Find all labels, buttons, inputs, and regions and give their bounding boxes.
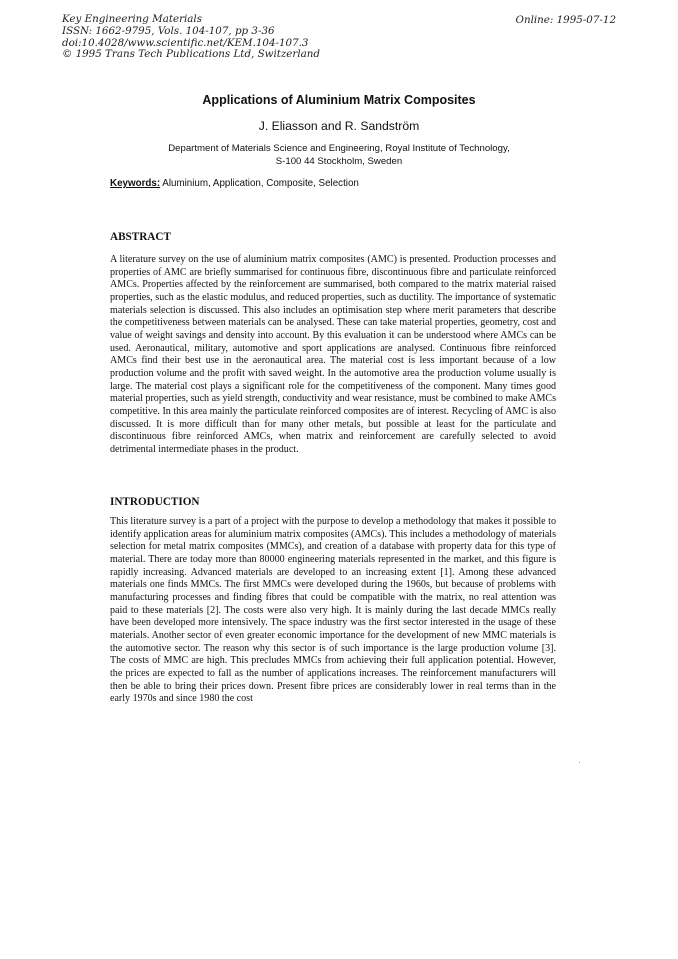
affiliation-line-1: Department of Materials Science and Engineering, Royal Institute of Technology, xyxy=(168,143,510,154)
keywords-label: Keywords: xyxy=(110,178,161,189)
introduction-body: This literature survey is a part of a project with the purpose to develop a methodology that makes it possible to identify application areas for aluminium matrix composites (AMCs). This includes a methodology of materials selection for metal matrix composites (MMCs), and creation of a database with property data for this type of material. There are today more than 80000 engineering materials represented in the market, and this figure is rapidly increasing. Advanced materials are developed to an increasing extent [1]. Among these advanced materials one finds MMCs. The first MMCs were developed during the 1960s, but because of problems with manufacturing processes and finding fibres that could be compatible with the matrix, no real attention was paid to these materials [2]. The costs were also very high. It is mainly during the last decade MMCs really have been developed more intensively. The space industry was the first sector interested in the usage of these materials. Another sector of even greater economic importance for the development of new MMC materials is the automotive sector. The reason why this sector is of such importance is the large production volume [3]. The costs of MMC are high. This precludes MMCs from achieving their full application potential. However, the prices are expected to fall as the number of applications increases. The reinforcement manufacturers will then be able to bring their prices down. Present fibre prices are considerably lower in real terms than in the early 1970s and since 1980 the cost xyxy=(110,516,556,705)
doi-line: doi:10.4028/www.scientific.net/KEM.104-107.3 xyxy=(62,36,309,49)
affiliation-line-2: S-100 44 Stockholm, Sweden xyxy=(275,156,403,167)
keywords-text: Aluminium, Application, Composite, Selection xyxy=(162,178,359,189)
issn-line: ISSN: 1662-9795, Vols. 104-107, pp 3-36 xyxy=(62,24,275,37)
online-date: Online: 1995-07-12 xyxy=(515,14,616,26)
scan-speck xyxy=(579,762,580,763)
paper-title: Applications of Aluminium Matrix Composites xyxy=(202,93,476,107)
copyright-line: © 1995 Trans Tech Publications Ltd, Switzerland xyxy=(62,48,320,61)
journal-name: Key Engineering Materials xyxy=(62,13,203,25)
affiliation xyxy=(0,142,678,168)
keywords xyxy=(110,178,359,189)
journal-header xyxy=(62,14,320,61)
paper-authors: J. Eliasson and R. Sandström xyxy=(258,119,420,133)
introduction-heading: INTRODUCTION xyxy=(110,496,200,508)
abstract-heading: ABSTRACT xyxy=(110,231,171,243)
abstract-body: A literature survey on the use of aluminium matrix composites (AMC) is presented. Production processes and properties of AMC are briefly summarised for continuous fibre, discontinuous fibre and particulate reinforced AMCs. Properties affected by the reinforcement are summarised, both compared to the matrix material raised properties, such as the elastic modulus, and reduced properties, such as ductility. The importance of systematic materials selection is discussed. This also includes an optimisation step where merit parameters that describe the competitiveness between materials can be analysed. These can take material properties, geometry, cost and value of weight savings and density into account. By this evaluation it can be understood where AMCs can be used. Aeronautical, military, automotive and sport applications are analysed. Continuous fibre reinforced AMCs find their best use in the aeronautical area. The material cost is less important because of a low production volume and the profit with saved weight. In the automotive area the production volume usually is large. The material cost plays a significant role for the competitiveness of the component. Many times good material properties, such as yield strength, conductivity and wear resistance, must be combined to make AMCs competitive. In this area mainly the particulate reinforced composites are of interest. Recycling of AMC is also discussed. It is more difficult than for many other metals, but possible at least for the particulate and discontinuous fibre reinforced AMCs, when matrix and reinforcement are carefully selected to avoid detrimental intermediate phases in the product. xyxy=(110,254,556,455)
